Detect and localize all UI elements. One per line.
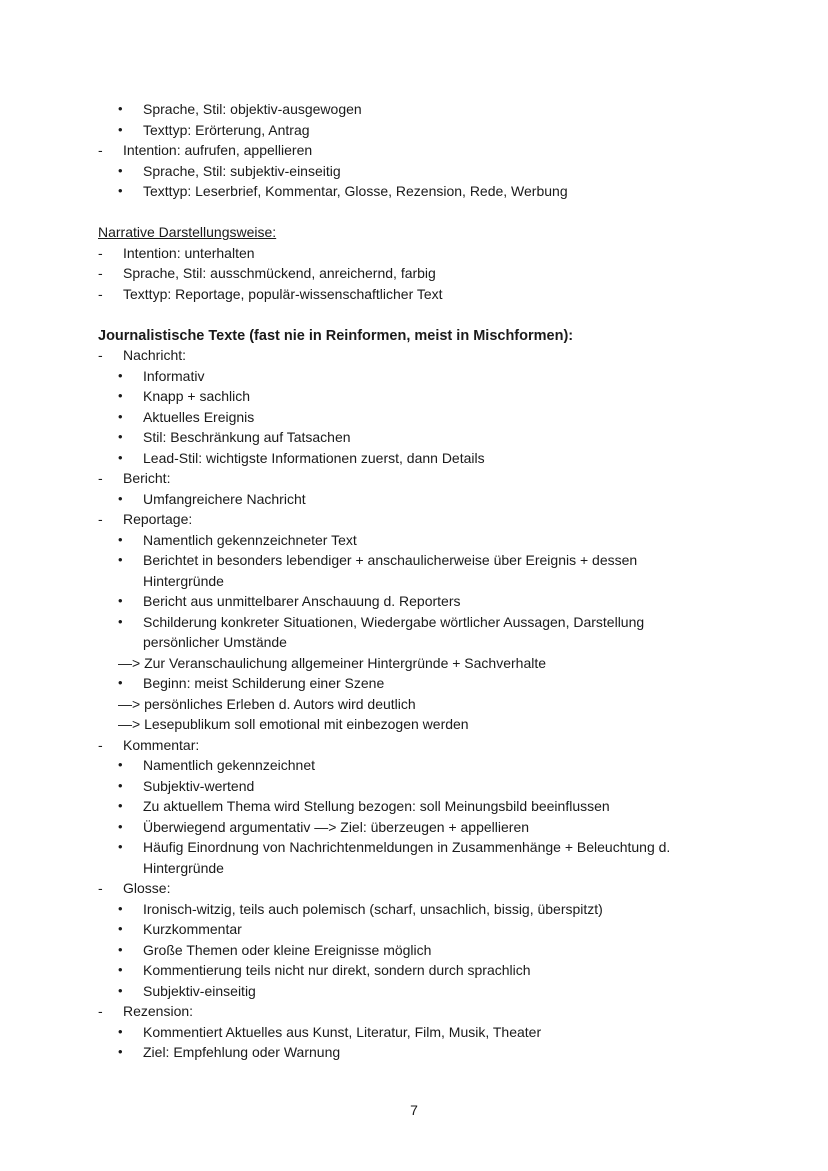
bullet-list-item	[98, 161, 738, 182]
bullet-list-item	[98, 530, 738, 551]
line-text: Stil: Beschränkung auf Tatsachen	[143, 429, 351, 445]
bullet-icon: •	[118, 490, 123, 506]
blank-line	[98, 304, 738, 325]
bullet-list-item	[98, 386, 738, 407]
dash-marker: -	[98, 244, 103, 261]
line-text: Aktuelles Ereignis	[143, 408, 255, 425]
line-text: Namentlich gekennzeichnet	[143, 757, 315, 773]
bullet-list-item	[98, 448, 738, 469]
list-item-continuation	[98, 571, 738, 592]
dash-marker: -	[98, 265, 103, 281]
bullet-icon: •	[118, 101, 123, 116]
bullet-icon: •	[118, 982, 123, 998]
line-text: Überwiegend argumentativ —> Ziel: überzeugen + appellieren	[143, 818, 530, 835]
bullet-list-item	[98, 1042, 738, 1063]
page-number: 7	[410, 1102, 418, 1118]
dash-marker: -	[98, 347, 103, 363]
bullet-icon: •	[118, 1023, 123, 1039]
line-text: Glosse:	[123, 880, 171, 896]
line-text: Narrative Darstellungsweise:	[98, 224, 277, 240]
dash-list-item	[98, 345, 738, 366]
line-text: Ziel: Empfehlung oder Warnung	[143, 1044, 341, 1060]
line-text: Rezension:	[123, 1003, 194, 1019]
bullet-list-item	[98, 837, 738, 858]
line-text: Kommentierung teils nicht nur direkt, sondern durch sprachlich	[143, 962, 531, 978]
arrow-note	[98, 714, 738, 735]
bullet-icon: •	[118, 367, 123, 383]
line-text: Bericht:	[123, 470, 171, 486]
bullet-list-item	[98, 120, 738, 141]
bullet-list-item	[98, 550, 738, 571]
bullet-icon: •	[118, 941, 123, 957]
bullet-list-item	[98, 960, 738, 981]
line-text: Subjektiv-einseitig	[143, 982, 256, 999]
line-text: Intention: unterhalten	[123, 244, 255, 261]
bullet-icon: •	[118, 552, 123, 567]
dash-list-item	[98, 263, 738, 284]
bullet-icon: •	[118, 613, 123, 629]
line-text: Häufig Einordnung von Nachrichtenmeldungen in Zusammenhänge + Beleuchtung d.	[143, 839, 671, 855]
bullet-icon: •	[118, 408, 123, 424]
dash-marker: -	[98, 142, 103, 158]
line-text: Ironisch-witzig, teils auch polemisch (scharf, unsachlich, bissig, überspitzt)	[143, 900, 603, 917]
bullet-list-item	[98, 940, 738, 961]
line-text: Hintergründe	[143, 572, 224, 589]
line-text: —> Zur Veranschaulichung allgemeiner Hintergründe + Sachverhalte	[118, 654, 547, 671]
bullet-list-item	[98, 489, 738, 510]
bullet-list-item	[98, 612, 738, 633]
bullet-list-item	[98, 796, 738, 817]
bullet-list-item	[98, 181, 738, 202]
line-text: Kommentiert Aktuelles aus Kunst, Literatur, Film, Musik, Theater	[143, 1023, 542, 1040]
line-text: Umfangreichere Nachricht	[143, 490, 306, 507]
section-heading-bold	[98, 325, 738, 346]
bullet-icon: •	[118, 900, 123, 916]
dash-list-item	[98, 735, 738, 756]
bullet-icon: •	[118, 798, 123, 813]
line-text: Kommentar:	[123, 736, 200, 753]
bullet-icon: •	[118, 962, 123, 977]
bullet-list-item	[98, 919, 738, 940]
bullet-list-item	[98, 427, 738, 448]
line-text: Sprache, Stil: subjektiv-einseitig	[143, 162, 341, 179]
line-text: Reportage:	[123, 511, 193, 527]
bullet-icon: •	[118, 388, 123, 403]
line-text: —> persönliches Erleben d. Autors wird deutlich	[118, 695, 416, 712]
dash-list-item	[98, 284, 738, 305]
list-item-continuation	[98, 632, 738, 653]
bullet-list-item	[98, 366, 738, 387]
bullet-list-item	[98, 776, 738, 797]
arrow-note	[98, 653, 738, 674]
line-text: Bericht aus unmittelbarer Anschauung d. Reporters	[143, 593, 461, 609]
bullet-icon: •	[118, 121, 123, 137]
dash-list-item	[98, 468, 738, 489]
bullet-icon: •	[118, 593, 123, 608]
bullet-icon: •	[118, 449, 123, 465]
line-text: Beginn: meist Schilderung einer Szene	[143, 675, 385, 691]
line-text: Zu aktuellem Thema wird Stellung bezogen: soll Meinungsbild beeinflussen	[143, 798, 610, 814]
line-text: Sprache, Stil: objektiv-ausgewogen	[143, 101, 362, 117]
document-body	[98, 99, 738, 1063]
dash-marker: -	[98, 470, 103, 486]
bullet-icon: •	[118, 757, 123, 772]
dash-marker: -	[98, 511, 103, 527]
bullet-list-item	[98, 755, 738, 776]
line-text: Sprache, Stil: ausschmückend, anreichernd, farbig	[123, 265, 436, 281]
line-text: Informativ	[143, 367, 205, 384]
line-text: persönlicher Umstände	[143, 634, 287, 650]
line-text: —> Lesepublikum soll emotional mit einbezogen werden	[118, 716, 469, 732]
bullet-icon: •	[118, 675, 123, 690]
line-text: Lead-Stil: wichtigste Informationen zuerst, dann Details	[143, 449, 485, 466]
dash-marker: -	[98, 285, 103, 302]
bullet-list-item	[98, 1022, 738, 1043]
line-text: Kurzkommentar	[143, 921, 242, 937]
bullet-list-item	[98, 899, 738, 920]
bullet-icon: •	[118, 921, 123, 936]
line-text: Berichtet in besonders lebendiger + anschaulicherweise über Ereignis + dessen	[143, 552, 638, 568]
line-text: Große Themen oder kleine Ereignisse möglich	[143, 941, 432, 958]
line-text: Texttyp: Erörterung, Antrag	[143, 121, 310, 138]
line-text: Intention: aufrufen, appellieren	[123, 142, 313, 158]
bullet-list-item	[98, 981, 738, 1002]
dash-marker: -	[98, 880, 103, 896]
line-text: Schilderung konkreter Situationen, Wiedergabe wörtlicher Aussagen, Darstellung	[143, 613, 645, 630]
line-text: Nachricht:	[123, 347, 187, 363]
arrow-note	[98, 694, 738, 715]
bullet-icon: •	[118, 183, 123, 198]
bullet-list-item	[98, 591, 738, 612]
line-text: Hintergründe	[143, 859, 224, 876]
line-text: Subjektiv-wertend	[143, 777, 255, 794]
line-text: Namentlich gekennzeichneter Text	[143, 531, 357, 548]
bullet-icon: •	[118, 429, 123, 444]
dash-list-item	[98, 1001, 738, 1022]
list-item-continuation	[98, 858, 738, 879]
line-text: Texttyp: Reportage, populär-wissenschaftlicher Text	[123, 285, 443, 302]
bullet-icon: •	[118, 162, 123, 178]
line-text: Knapp + sachlich	[143, 388, 251, 404]
bullet-icon: •	[118, 839, 123, 854]
dash-list-item	[98, 243, 738, 264]
dash-list-item	[98, 509, 738, 530]
blank-line	[98, 202, 738, 223]
dash-marker: -	[98, 736, 103, 753]
bullet-icon: •	[118, 818, 123, 834]
bullet-list-item	[98, 673, 738, 694]
dash-list-item	[98, 878, 738, 899]
bullet-list-item	[98, 99, 738, 120]
bullet-list-item	[98, 817, 738, 838]
bullet-list-item	[98, 407, 738, 428]
bullet-icon: •	[118, 531, 123, 547]
line-text: Texttyp: Leserbrief, Kommentar, Glosse, Rezension, Rede, Werbung	[143, 183, 568, 199]
line-text: Journalistische Texte (fast nie in Reinformen, meist in Mischformen):	[98, 327, 574, 344]
bullet-icon: •	[118, 777, 123, 793]
dash-list-item	[98, 140, 738, 161]
bullet-icon: •	[118, 1044, 123, 1059]
dash-marker: -	[98, 1003, 103, 1019]
section-heading	[98, 222, 738, 243]
